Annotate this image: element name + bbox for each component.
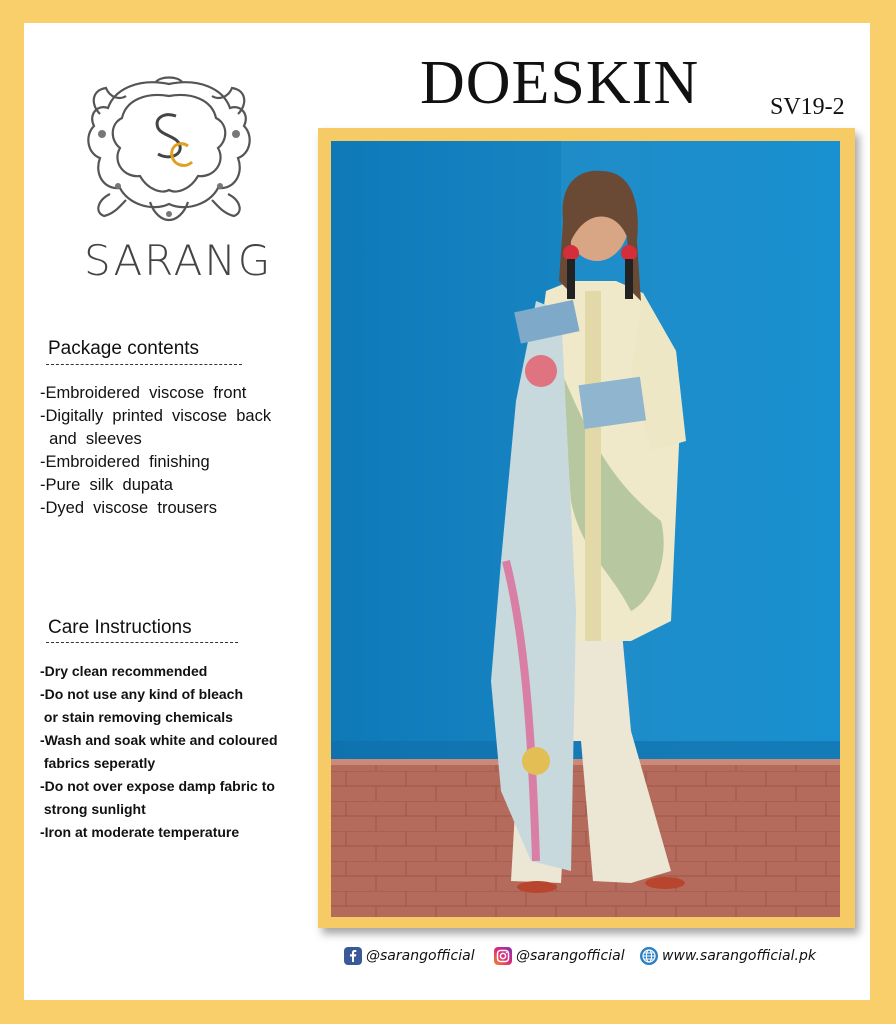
facebook-link[interactable]	[344, 944, 475, 968]
facebook-icon	[344, 947, 362, 965]
instagram-handle: @sarangofficial	[516, 948, 625, 964]
list-item: strong sunlight	[40, 801, 146, 817]
package-title: Package contents	[48, 338, 200, 359]
care-title: Care Instructions	[48, 617, 192, 638]
list-item: -Do not use any kind of bleach	[40, 686, 244, 702]
facebook-handle: @sarangofficial	[366, 948, 475, 964]
package-list	[40, 382, 300, 520]
care-list	[40, 660, 320, 844]
list-item: -Wash and soak white and coloured	[40, 732, 278, 748]
list-item: -Digitally printed viscose back	[40, 407, 272, 425]
list-item: -Do not over expose damp fabric to	[40, 778, 275, 794]
list-item: -Embroidered finishing	[40, 453, 210, 471]
instagram-icon	[494, 947, 512, 965]
website-url: www.sarangofficial.pk	[662, 948, 816, 964]
package-divider	[46, 364, 242, 365]
list-item: and sleeves	[40, 430, 142, 448]
logo-crest-icon	[80, 74, 258, 224]
list-item: -Iron at moderate temperature	[40, 824, 240, 840]
website-link[interactable]	[640, 944, 816, 968]
instagram-link[interactable]	[494, 944, 625, 968]
list-item: or stain removing chemicals	[40, 709, 233, 725]
list-item: -Embroidered viscose front	[40, 384, 247, 402]
globe-icon	[640, 947, 658, 965]
product-code: SV19-2	[770, 94, 845, 120]
model-photo	[331, 141, 840, 917]
care-divider	[46, 642, 238, 643]
list-item: -Pure silk dupata	[40, 476, 173, 494]
brand-name: SARANG	[84, 236, 273, 285]
photo-frame	[318, 128, 855, 928]
list-item: -Dyed viscose trousers	[40, 499, 217, 517]
list-item: fabrics seperatly	[40, 755, 156, 771]
list-item: -Dry clean recommended	[40, 663, 208, 679]
product-title: DOESKIN	[420, 49, 700, 117]
